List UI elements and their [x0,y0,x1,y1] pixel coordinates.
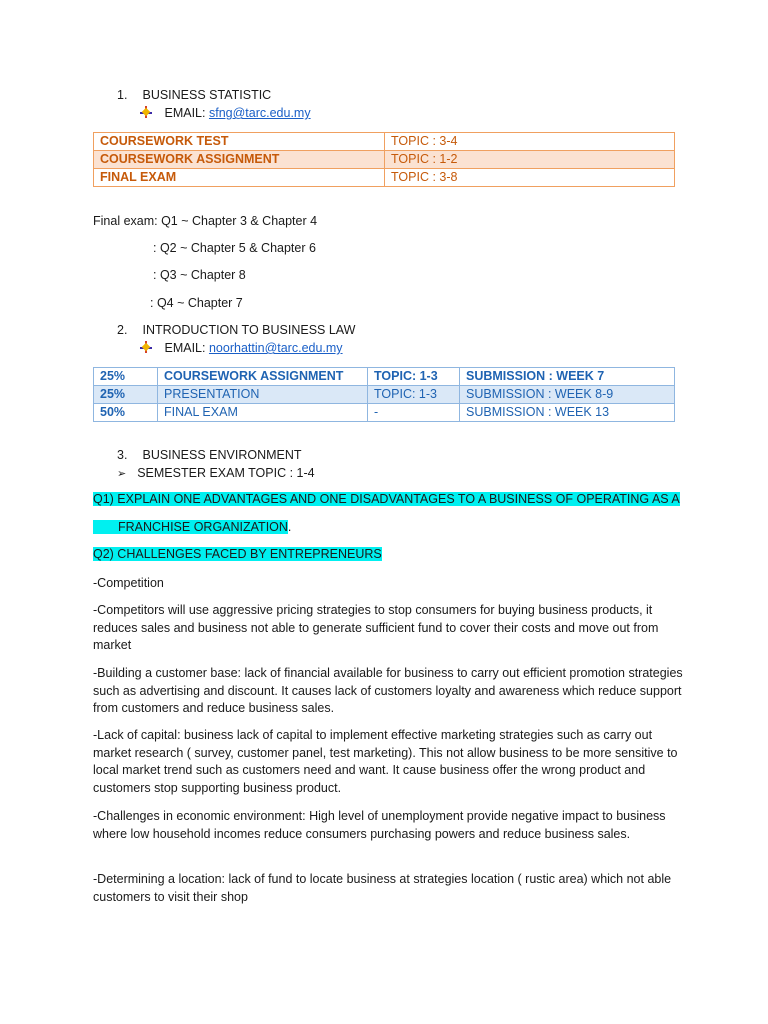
question-1-continued: FRANCHISE ORGANIZATION [93,520,288,534]
final-exam-q1: Final exam: Q1 ~ Chapter 3 & Chapter 4 [93,214,318,228]
table-cell: TOPIC : 1-2 [385,151,675,169]
table-row [94,151,675,169]
section1-heading [117,88,271,102]
final-exam-q4: : Q4 ~ Chapter 7 [150,296,243,310]
table-cell: 50% [94,404,158,422]
business-statistic-table [93,132,675,187]
question-1-period: . [287,520,292,534]
section2-title: INTRODUCTION TO BUSINESS LAW [142,323,356,337]
table-row [94,133,675,151]
question-1-line1 [93,492,680,506]
table-cell: 25% [94,386,158,404]
table-cell: COURSEWORK TEST [94,133,385,151]
paragraph-economic-environment: -Challenges in economic environment: High level of unemployment provide negative impact to business where low household incomes reduce consumers purchasing powers and reduce business sales. [93,809,666,841]
paragraph-competitors: -Competitors will use aggressive pricing strategies to stop consumers for buying business products, it reduces sales and business not able to generate sufficient fund to cover their costs and move out from market [93,603,659,653]
business-law-table [93,367,675,422]
section1-title: BUSINESS STATISTIC [142,88,272,102]
table-row [94,404,675,422]
table-cell: 25% [94,368,158,386]
table-cell: TOPIC : 3-4 [385,133,675,151]
section3-sub [117,466,315,480]
paragraph-lack-of-capital: -Lack of capital: business lack of capital to implement effective marketing strategies such as carry out market research ( survey, customer panel, test marketing). This not allow business to be more sensitive to local market trend such as customers need and want. It cause business offer the wrong product and customers stop supporting business product. [93,728,678,796]
table-cell: TOPIC: 1-3 [368,368,460,386]
bullet-icon [140,341,152,353]
table-row [94,386,675,404]
bullet-icon [140,106,152,118]
email-label: EMAIL: [164,341,206,355]
table-cell: FINAL EXAM [158,404,368,422]
section3-heading [117,448,302,462]
table-row [94,368,675,386]
table-cell: SUBMISSION : WEEK 8-9 [460,386,675,404]
section2-email-line [140,341,343,355]
paragraph-competition: -Competition [93,576,164,590]
table-cell: PRESENTATION [158,386,368,404]
table-cell: COURSEWORK ASSIGNMENT [94,151,385,169]
table-cell: COURSEWORK ASSIGNMENT [158,368,368,386]
table-cell: SUBMISSION : WEEK 7 [460,368,675,386]
section3-number: 3. [117,448,128,462]
email-label: EMAIL: [164,106,206,120]
question-2 [93,547,382,561]
table-cell: SUBMISSION : WEEK 13 [460,404,675,422]
section1-number: 1. [117,88,128,102]
question-1-line2 [93,520,291,534]
paragraph-location: -Determining a location: lack of fund to locate business at strategies location ( rustic area) which not able customers to visit their shop [93,872,672,904]
table-row [94,169,675,187]
section3-title: BUSINESS ENVIRONMENT [142,448,302,462]
table-cell: - [368,404,460,422]
email-link-noorhattin[interactable]: noorhattin@tarc.edu.my [208,341,343,355]
arrow-bullet-icon: ➢ [117,468,127,480]
question-1-text: Q1) EXPLAIN ONE ADVANTAGES AND ONE DISADVANTAGES TO A BUSINESS OF OPERATING AS A [93,492,680,506]
table-cell: TOPIC : 3-8 [385,169,675,187]
table-cell: FINAL EXAM [94,169,385,187]
semester-exam-topic: SEMESTER EXAM TOPIC : 1-4 [137,466,315,480]
table-cell: TOPIC: 1-3 [368,386,460,404]
final-exam-q3: : Q3 ~ Chapter 8 [153,268,246,282]
section1-email-line [140,106,311,120]
final-exam-q2: : Q2 ~ Chapter 5 & Chapter 6 [153,241,316,255]
question-2-text: Q2) CHALLENGES FACED BY ENTREPRENEURS [93,547,382,561]
email-link-sfng[interactable]: sfng@tarc.edu.my [208,106,311,120]
paragraph-customer-base: -Building a customer base: lack of financial available for business to carry out efficient promotion strategies such as advertising and discount. It causes lack of customers loyalty and awareness which reduce support from customers and reduce business sales. [93,666,683,716]
section2-number: 2. [117,323,128,337]
section2-heading [117,323,355,337]
